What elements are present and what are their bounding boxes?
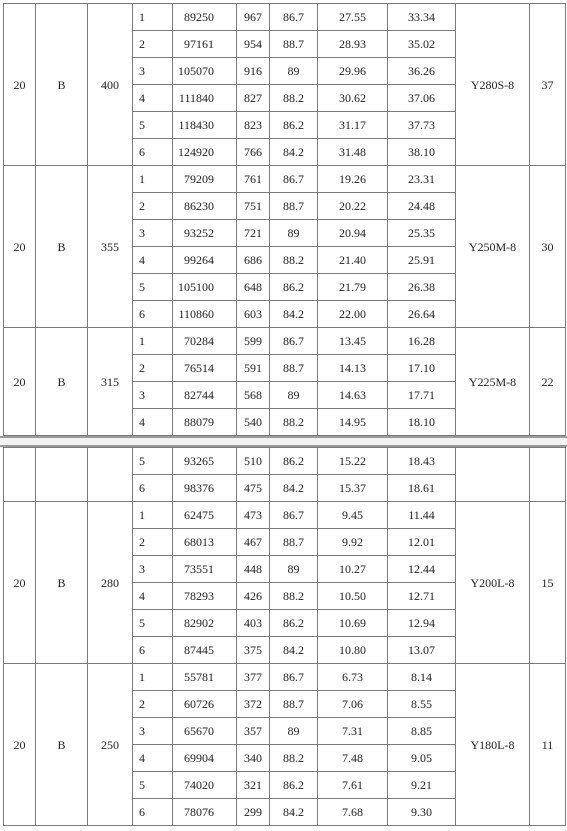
pressure-value: 321 — [237, 772, 270, 799]
shaft-power-value: 7.48 — [318, 745, 388, 772]
pressure-value: 761 — [237, 166, 270, 193]
flow-value: 69904 — [173, 745, 237, 772]
motor-power-value: 9.21 — [388, 772, 456, 799]
flow-value: 97161 — [173, 31, 237, 58]
pressure-value: 426 — [237, 583, 270, 610]
efficiency-value: 88.2 — [270, 583, 318, 610]
table-row — [4, 4, 566, 31]
shaft-power-value: 15.37 — [318, 475, 388, 502]
efficiency-value: 86.7 — [270, 166, 318, 193]
efficiency-value: 86.7 — [270, 502, 318, 529]
flow-value: 70284 — [173, 328, 237, 355]
pressure-value: 473 — [237, 502, 270, 529]
group-col-b: B — [36, 664, 88, 826]
flow-value: 68013 — [173, 529, 237, 556]
row-index: 5 — [133, 448, 173, 475]
efficiency-value: 86.2 — [270, 274, 318, 301]
row-index: 1 — [133, 4, 173, 31]
efficiency-value: 88.2 — [270, 745, 318, 772]
pressure-value: 599 — [237, 328, 270, 355]
motor-power-value: 9.30 — [388, 799, 456, 826]
page-break-divider — [0, 436, 567, 447]
pressure-value: 954 — [237, 31, 270, 58]
efficiency-value: 89 — [270, 58, 318, 85]
pressure-value: 357 — [237, 718, 270, 745]
row-index: 1 — [133, 328, 173, 355]
row-index: 3 — [133, 718, 173, 745]
row-index: 5 — [133, 610, 173, 637]
pressure-value: 568 — [237, 382, 270, 409]
efficiency-value: 88.2 — [270, 247, 318, 274]
pressure-value: 603 — [237, 301, 270, 328]
motor-power-value: 11.44 — [388, 502, 456, 529]
flow-value: 93265 — [173, 448, 237, 475]
flow-value: 79209 — [173, 166, 237, 193]
flow-value: 62475 — [173, 502, 237, 529]
table-row — [4, 328, 566, 355]
efficiency-value: 86.2 — [270, 772, 318, 799]
shaft-power-value: 14.95 — [318, 409, 388, 436]
motor-power-value: 16.28 — [388, 328, 456, 355]
motor-power-value: 8.14 — [388, 664, 456, 691]
efficiency-value: 86.2 — [270, 610, 318, 637]
pressure-value: 475 — [237, 475, 270, 502]
shaft-power-value: 10.80 — [318, 637, 388, 664]
table-row — [4, 448, 566, 475]
motor-kw: 37 — [530, 4, 566, 166]
group-col-c: 250 — [88, 664, 133, 826]
efficiency-value: 88.2 — [270, 409, 318, 436]
pressure-value: 299 — [237, 799, 270, 826]
pressure-value: 377 — [237, 664, 270, 691]
motor-kw: 30 — [530, 166, 566, 328]
pressure-value: 648 — [237, 274, 270, 301]
shaft-power-value: 27.55 — [318, 4, 388, 31]
row-index: 2 — [133, 691, 173, 718]
motor-model: Y280S-8 — [456, 4, 530, 166]
shaft-power-value: 21.79 — [318, 274, 388, 301]
motor-power-value: 37.73 — [388, 112, 456, 139]
efficiency-value: 86.7 — [270, 4, 318, 31]
shaft-power-value: 15.22 — [318, 448, 388, 475]
shaft-power-value: 10.50 — [318, 583, 388, 610]
motor-power-value: 24.48 — [388, 193, 456, 220]
motor-power-value: 12.44 — [388, 556, 456, 583]
motor-power-value: 8.85 — [388, 718, 456, 745]
efficiency-value: 84.2 — [270, 475, 318, 502]
shaft-power-value: 29.96 — [318, 58, 388, 85]
flow-value: 82744 — [173, 382, 237, 409]
row-index: 5 — [133, 274, 173, 301]
motor-power-value: 37.06 — [388, 85, 456, 112]
pressure-value: 827 — [237, 85, 270, 112]
row-index: 6 — [133, 799, 173, 826]
shaft-power-value: 13.45 — [318, 328, 388, 355]
shaft-power-value: 14.13 — [318, 355, 388, 382]
table-row — [4, 664, 566, 691]
efficiency-value: 88.2 — [270, 85, 318, 112]
motor-power-value: 12.71 — [388, 583, 456, 610]
pressure-value: 591 — [237, 355, 270, 382]
pressure-value: 467 — [237, 529, 270, 556]
shaft-power-value: 7.68 — [318, 799, 388, 826]
efficiency-value: 88.7 — [270, 193, 318, 220]
shaft-power-value: 6.73 — [318, 664, 388, 691]
group-col-c — [88, 448, 133, 502]
efficiency-value: 88.7 — [270, 31, 318, 58]
flow-value: 86230 — [173, 193, 237, 220]
pressure-value: 510 — [237, 448, 270, 475]
flow-value: 78076 — [173, 799, 237, 826]
flow-value: 105070 — [173, 58, 237, 85]
group-col-a — [4, 448, 36, 502]
flow-value: 89250 — [173, 4, 237, 31]
group-col-a: 20 — [4, 4, 36, 166]
shaft-power-value: 28.93 — [318, 31, 388, 58]
pressure-value: 721 — [237, 220, 270, 247]
flow-value: 88079 — [173, 409, 237, 436]
motor-power-value: 26.38 — [388, 274, 456, 301]
pressure-value: 766 — [237, 139, 270, 166]
pressure-value: 686 — [237, 247, 270, 274]
motor-kw — [530, 448, 566, 502]
group-col-b — [36, 448, 88, 502]
motor-power-value: 36.26 — [388, 58, 456, 85]
pressure-value: 751 — [237, 193, 270, 220]
flow-value: 93252 — [173, 220, 237, 247]
shaft-power-value: 10.69 — [318, 610, 388, 637]
motor-power-value: 17.71 — [388, 382, 456, 409]
group-col-b: B — [36, 328, 88, 436]
motor-power-value: 18.43 — [388, 448, 456, 475]
pressure-value: 372 — [237, 691, 270, 718]
row-index: 2 — [133, 31, 173, 58]
efficiency-value: 86.7 — [270, 328, 318, 355]
flow-value: 99264 — [173, 247, 237, 274]
group-col-b: B — [36, 4, 88, 166]
flow-value: 124920 — [173, 139, 237, 166]
motor-power-value: 18.10 — [388, 409, 456, 436]
efficiency-value: 89 — [270, 556, 318, 583]
pressure-value: 403 — [237, 610, 270, 637]
pressure-value: 540 — [237, 409, 270, 436]
shaft-power-value: 10.27 — [318, 556, 388, 583]
motor-power-value: 23.31 — [388, 166, 456, 193]
shaft-power-value: 31.17 — [318, 112, 388, 139]
shaft-power-value: 9.92 — [318, 529, 388, 556]
shaft-power-value: 7.61 — [318, 772, 388, 799]
pressure-value: 823 — [237, 112, 270, 139]
pressure-value: 375 — [237, 637, 270, 664]
flow-value: 118430 — [173, 112, 237, 139]
flow-value: 78293 — [173, 583, 237, 610]
shaft-power-value: 14.63 — [318, 382, 388, 409]
shaft-power-value: 22.00 — [318, 301, 388, 328]
fan-performance-table-top — [3, 3, 566, 436]
pressure-value: 448 — [237, 556, 270, 583]
row-index: 6 — [133, 475, 173, 502]
row-index: 6 — [133, 301, 173, 328]
row-index: 1 — [133, 502, 173, 529]
row-index: 2 — [133, 193, 173, 220]
row-index: 6 — [133, 637, 173, 664]
efficiency-value: 86.2 — [270, 448, 318, 475]
motor-model: Y250M-8 — [456, 166, 530, 328]
row-index: 4 — [133, 409, 173, 436]
motor-power-value: 8.55 — [388, 691, 456, 718]
row-index: 4 — [133, 85, 173, 112]
efficiency-value: 88.7 — [270, 355, 318, 382]
shaft-power-value: 7.31 — [318, 718, 388, 745]
efficiency-value: 89 — [270, 382, 318, 409]
flow-value: 74020 — [173, 772, 237, 799]
motor-model: Y200L-8 — [456, 502, 530, 664]
flow-value: 76514 — [173, 355, 237, 382]
motor-power-value: 18.61 — [388, 475, 456, 502]
flow-value: 105100 — [173, 274, 237, 301]
motor-kw: 22 — [530, 328, 566, 436]
group-col-a: 20 — [4, 166, 36, 328]
group-col-c: 315 — [88, 328, 133, 436]
group-col-a: 20 — [4, 328, 36, 436]
efficiency-value: 84.2 — [270, 799, 318, 826]
efficiency-value: 89 — [270, 220, 318, 247]
group-col-a: 20 — [4, 502, 36, 664]
row-index: 2 — [133, 529, 173, 556]
efficiency-value: 86.7 — [270, 664, 318, 691]
efficiency-value: 86.2 — [270, 112, 318, 139]
motor-power-value: 25.35 — [388, 220, 456, 247]
table-panel-bottom — [0, 447, 567, 831]
shaft-power-value: 7.06 — [318, 691, 388, 718]
efficiency-value: 88.7 — [270, 529, 318, 556]
efficiency-value: 84.2 — [270, 139, 318, 166]
flow-value: 60726 — [173, 691, 237, 718]
row-index: 3 — [133, 58, 173, 85]
shaft-power-value: 20.22 — [318, 193, 388, 220]
row-index: 1 — [133, 664, 173, 691]
group-col-a: 20 — [4, 664, 36, 826]
flow-value: 65670 — [173, 718, 237, 745]
pressure-value: 340 — [237, 745, 270, 772]
efficiency-value: 88.7 — [270, 691, 318, 718]
row-index: 3 — [133, 382, 173, 409]
flow-value: 110860 — [173, 301, 237, 328]
fan-performance-table-bottom — [3, 447, 566, 826]
motor-power-value: 17.10 — [388, 355, 456, 382]
row-index: 1 — [133, 166, 173, 193]
flow-value: 111840 — [173, 85, 237, 112]
row-index: 3 — [133, 556, 173, 583]
table-row — [4, 502, 566, 529]
flow-value: 73551 — [173, 556, 237, 583]
motor-model — [456, 448, 530, 502]
group-col-c: 280 — [88, 502, 133, 664]
shaft-power-value: 19.26 — [318, 166, 388, 193]
motor-power-value: 26.64 — [388, 301, 456, 328]
motor-model: Y225M-8 — [456, 328, 530, 436]
table-row — [4, 166, 566, 193]
group-col-b: B — [36, 166, 88, 328]
motor-power-value: 33.34 — [388, 4, 456, 31]
row-index: 5 — [133, 772, 173, 799]
row-index: 5 — [133, 112, 173, 139]
efficiency-value: 89 — [270, 718, 318, 745]
motor-power-value: 9.05 — [388, 745, 456, 772]
shaft-power-value: 20.94 — [318, 220, 388, 247]
motor-model: Y180L-8 — [456, 664, 530, 826]
pressure-value: 916 — [237, 58, 270, 85]
row-index: 6 — [133, 139, 173, 166]
shaft-power-value: 30.62 — [318, 85, 388, 112]
row-index: 4 — [133, 247, 173, 274]
shaft-power-value: 9.45 — [318, 502, 388, 529]
row-index: 4 — [133, 745, 173, 772]
shaft-power-value: 31.48 — [318, 139, 388, 166]
pressure-value: 967 — [237, 4, 270, 31]
shaft-power-value: 21.40 — [318, 247, 388, 274]
flow-value: 82902 — [173, 610, 237, 637]
motor-power-value: 25.91 — [388, 247, 456, 274]
efficiency-value: 84.2 — [270, 637, 318, 664]
group-col-b: B — [36, 502, 88, 664]
motor-kw: 11 — [530, 664, 566, 826]
group-col-c: 400 — [88, 4, 133, 166]
motor-power-value: 12.01 — [388, 529, 456, 556]
motor-kw: 15 — [530, 502, 566, 664]
motor-power-value: 13.07 — [388, 637, 456, 664]
row-index: 4 — [133, 583, 173, 610]
row-index: 3 — [133, 220, 173, 247]
motor-power-value: 38.10 — [388, 139, 456, 166]
row-index: 2 — [133, 355, 173, 382]
flow-value: 55781 — [173, 664, 237, 691]
motor-power-value: 12.94 — [388, 610, 456, 637]
efficiency-value: 84.2 — [270, 301, 318, 328]
flow-value: 87445 — [173, 637, 237, 664]
flow-value: 98376 — [173, 475, 237, 502]
motor-power-value: 35.02 — [388, 31, 456, 58]
group-col-c: 355 — [88, 166, 133, 328]
